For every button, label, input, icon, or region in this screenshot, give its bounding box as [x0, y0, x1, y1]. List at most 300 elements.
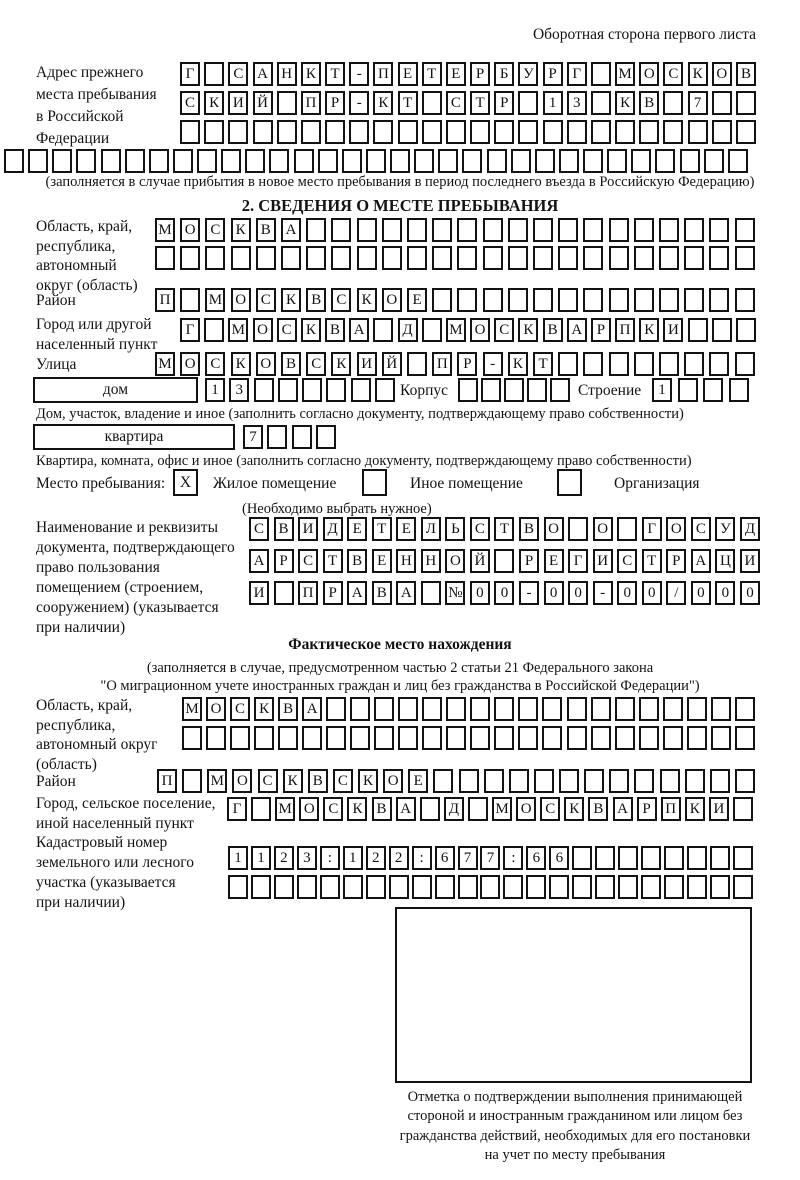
char-cell[interactable] [459, 769, 479, 793]
char-cell[interactable]: С [205, 218, 225, 242]
char-cell[interactable] [374, 697, 394, 721]
char-cell[interactable]: 7 [243, 425, 263, 449]
char-cell[interactable]: О [231, 288, 251, 312]
char-cell[interactable]: К [231, 218, 251, 242]
char-cell[interactable]: Г [180, 318, 200, 342]
char-cell[interactable] [422, 120, 442, 144]
char-cell[interactable]: С [446, 91, 466, 115]
char-cell[interactable]: Р [457, 352, 477, 376]
char-cell[interactable] [373, 120, 393, 144]
char-cell[interactable] [567, 120, 587, 144]
char-cell[interactable] [534, 769, 554, 793]
checkbox-residential[interactable]: X [173, 469, 198, 496]
char-cell[interactable] [204, 62, 224, 86]
char-cell[interactable] [274, 875, 294, 899]
char-cell[interactable]: О [712, 62, 732, 86]
char-cell[interactable]: 0 [642, 581, 662, 605]
char-cell[interactable]: А [253, 62, 273, 86]
char-cell[interactable] [155, 246, 175, 270]
char-cell[interactable] [583, 149, 603, 173]
char-cell[interactable]: В [372, 581, 392, 605]
char-cell[interactable]: Р [494, 91, 514, 115]
char-cell[interactable] [615, 120, 635, 144]
char-cell[interactable] [420, 797, 440, 821]
char-cell[interactable]: № [445, 581, 465, 605]
char-cell[interactable]: О [639, 62, 659, 86]
char-cell[interactable] [228, 120, 248, 144]
char-cell[interactable] [483, 246, 503, 270]
char-cell[interactable] [641, 846, 661, 870]
char-cell[interactable] [306, 218, 326, 242]
char-cell[interactable]: М [155, 218, 175, 242]
char-cell[interactable] [659, 352, 679, 376]
char-cell[interactable]: В [639, 91, 659, 115]
char-cell[interactable] [204, 318, 224, 342]
char-cell[interactable] [618, 846, 638, 870]
char-cell[interactable] [609, 288, 629, 312]
char-cell[interactable] [711, 726, 731, 750]
char-cell[interactable] [325, 120, 345, 144]
char-cell[interactable] [583, 352, 603, 376]
char-cell[interactable]: П [432, 352, 452, 376]
char-cell[interactable] [357, 218, 377, 242]
char-cell[interactable] [306, 246, 326, 270]
char-cell[interactable] [518, 726, 538, 750]
char-cell[interactable]: А [302, 697, 322, 721]
char-cell[interactable]: Г [180, 62, 200, 86]
char-cell[interactable]: Т [422, 62, 442, 86]
char-cell[interactable]: Р [591, 318, 611, 342]
char-cell[interactable]: 1 [228, 846, 248, 870]
char-cell[interactable]: С [277, 318, 297, 342]
char-cell[interactable]: В [274, 517, 294, 541]
char-cell[interactable]: М [275, 797, 295, 821]
char-cell[interactable] [684, 352, 704, 376]
char-cell[interactable] [733, 875, 753, 899]
char-cell[interactable] [709, 218, 729, 242]
char-cell[interactable] [639, 120, 659, 144]
char-cell[interactable]: И [298, 517, 318, 541]
char-cell[interactable]: Е [347, 517, 367, 541]
char-cell[interactable]: 0 [470, 581, 490, 605]
char-cell[interactable] [711, 697, 731, 721]
char-cell[interactable]: П [615, 318, 635, 342]
char-cell[interactable]: Г [642, 517, 662, 541]
char-cell[interactable] [302, 726, 322, 750]
char-cell[interactable]: К [564, 797, 584, 821]
char-cell[interactable] [318, 149, 338, 173]
char-cell[interactable] [709, 246, 729, 270]
char-cell[interactable]: У [715, 517, 735, 541]
char-cell[interactable]: 0 [494, 581, 514, 605]
char-cell[interactable] [470, 726, 490, 750]
char-cell[interactable] [480, 875, 500, 899]
char-cell[interactable] [559, 149, 579, 173]
char-cell[interactable]: Д [323, 517, 343, 541]
char-cell[interactable]: Р [470, 62, 490, 86]
char-cell[interactable]: Р [274, 549, 294, 573]
char-cell[interactable] [414, 149, 434, 173]
char-cell[interactable] [709, 288, 729, 312]
char-cell[interactable] [533, 288, 553, 312]
char-cell[interactable]: И [663, 318, 683, 342]
char-cell[interactable] [591, 697, 611, 721]
char-cell[interactable] [407, 218, 427, 242]
char-cell[interactable] [468, 797, 488, 821]
char-cell[interactable] [331, 246, 351, 270]
char-cell[interactable] [735, 769, 755, 793]
char-cell[interactable]: Е [396, 517, 416, 541]
char-cell[interactable] [558, 352, 578, 376]
char-cell[interactable]: О [593, 517, 613, 541]
char-cell[interactable] [558, 288, 578, 312]
char-cell[interactable]: В [588, 797, 608, 821]
char-cell[interactable] [558, 218, 578, 242]
char-cell[interactable]: П [155, 288, 175, 312]
char-cell[interactable] [542, 726, 562, 750]
char-cell[interactable]: О [299, 797, 319, 821]
char-cell[interactable] [684, 288, 704, 312]
char-cell[interactable] [52, 149, 72, 173]
char-cell[interactable]: К [518, 318, 538, 342]
char-cell[interactable] [736, 91, 756, 115]
char-cell[interactable] [688, 120, 708, 144]
char-cell[interactable] [269, 149, 289, 173]
char-cell[interactable] [663, 697, 683, 721]
char-cell[interactable]: 0 [740, 581, 760, 605]
char-cell[interactable]: Н [277, 62, 297, 86]
char-cell[interactable]: Т [398, 91, 418, 115]
char-cell[interactable] [687, 726, 707, 750]
char-cell[interactable] [735, 352, 755, 376]
char-cell[interactable] [735, 697, 755, 721]
char-cell[interactable] [591, 91, 611, 115]
char-cell[interactable] [591, 62, 611, 86]
char-cell[interactable]: О [382, 288, 402, 312]
char-cell[interactable]: М [228, 318, 248, 342]
char-cell[interactable] [659, 288, 679, 312]
char-cell[interactable]: А [249, 549, 269, 573]
char-cell[interactable] [446, 726, 466, 750]
char-cell[interactable] [253, 120, 273, 144]
char-cell[interactable] [256, 246, 276, 270]
char-cell[interactable]: Е [446, 62, 466, 86]
char-cell[interactable] [438, 149, 458, 173]
char-cell[interactable] [709, 352, 729, 376]
char-cell[interactable] [297, 875, 317, 899]
char-cell[interactable] [481, 378, 501, 402]
char-cell[interactable] [180, 246, 200, 270]
char-cell[interactable]: 6 [435, 846, 455, 870]
char-cell[interactable] [458, 378, 478, 402]
char-cell[interactable]: С [663, 62, 683, 86]
char-cell[interactable] [470, 120, 490, 144]
char-cell[interactable]: Т [325, 62, 345, 86]
char-cell[interactable]: М [155, 352, 175, 376]
char-cell[interactable]: О [666, 517, 686, 541]
char-cell[interactable] [326, 697, 346, 721]
char-cell[interactable]: М [492, 797, 512, 821]
char-cell[interactable] [487, 149, 507, 173]
char-cell[interactable] [558, 246, 578, 270]
char-cell[interactable] [527, 378, 547, 402]
char-cell[interactable]: И [740, 549, 760, 573]
char-cell[interactable]: С [494, 318, 514, 342]
char-cell[interactable]: 6 [549, 846, 569, 870]
char-cell[interactable]: С [256, 288, 276, 312]
char-cell[interactable] [251, 875, 271, 899]
char-cell[interactable] [398, 726, 418, 750]
char-cell[interactable]: К [231, 352, 251, 376]
char-cell[interactable]: И [709, 797, 729, 821]
char-cell[interactable] [398, 120, 418, 144]
char-cell[interactable]: С [470, 517, 490, 541]
char-cell[interactable]: Р [325, 91, 345, 115]
char-cell[interactable]: И [249, 581, 269, 605]
char-cell[interactable] [685, 769, 705, 793]
char-cell[interactable]: С [258, 769, 278, 793]
char-cell[interactable]: Т [494, 517, 514, 541]
char-cell[interactable] [663, 726, 683, 750]
char-cell[interactable]: А [396, 797, 416, 821]
char-cell[interactable]: : [412, 846, 432, 870]
char-cell[interactable]: Т [533, 352, 553, 376]
char-cell[interactable]: О [544, 517, 564, 541]
char-cell[interactable] [343, 875, 363, 899]
char-cell[interactable] [326, 726, 346, 750]
char-cell[interactable] [389, 875, 409, 899]
char-cell[interactable]: С [333, 769, 353, 793]
char-cell[interactable] [292, 425, 312, 449]
char-cell[interactable] [149, 149, 169, 173]
char-cell[interactable] [659, 218, 679, 242]
char-cell[interactable] [301, 120, 321, 144]
char-cell[interactable] [583, 246, 603, 270]
char-cell[interactable] [422, 697, 442, 721]
char-cell[interactable]: 0 [715, 581, 735, 605]
char-cell[interactable] [357, 246, 377, 270]
char-cell[interactable] [278, 378, 298, 402]
char-cell[interactable] [542, 697, 562, 721]
char-cell[interactable]: Т [470, 91, 490, 115]
char-cell[interactable] [591, 726, 611, 750]
char-cell[interactable]: 3 [567, 91, 587, 115]
char-cell[interactable] [736, 120, 756, 144]
char-cell[interactable] [254, 726, 274, 750]
char-cell[interactable]: 7 [480, 846, 500, 870]
char-cell[interactable] [294, 149, 314, 173]
char-cell[interactable]: П [661, 797, 681, 821]
char-cell[interactable] [687, 875, 707, 899]
char-cell[interactable]: О [445, 549, 465, 573]
char-cell[interactable] [494, 120, 514, 144]
char-cell[interactable]: 0 [544, 581, 564, 605]
char-cell[interactable]: Л [421, 517, 441, 541]
char-cell[interactable]: Р [543, 62, 563, 86]
char-cell[interactable]: Т [642, 549, 662, 573]
char-cell[interactable] [180, 288, 200, 312]
char-cell[interactable]: С [306, 352, 326, 376]
char-cell[interactable] [274, 581, 294, 605]
char-cell[interactable] [390, 149, 410, 173]
char-cell[interactable] [660, 769, 680, 793]
char-cell[interactable] [663, 91, 683, 115]
char-cell[interactable]: К [615, 91, 635, 115]
char-cell[interactable]: - [349, 62, 369, 86]
char-cell[interactable]: 0 [617, 581, 637, 605]
char-cell[interactable] [549, 875, 569, 899]
char-cell[interactable]: С [205, 352, 225, 376]
char-cell[interactable]: - [593, 581, 613, 605]
char-cell[interactable] [302, 378, 322, 402]
char-cell[interactable] [733, 846, 753, 870]
char-cell[interactable] [678, 378, 698, 402]
char-cell[interactable]: 1 [251, 846, 271, 870]
char-cell[interactable]: К [331, 352, 351, 376]
char-cell[interactable] [316, 425, 336, 449]
char-cell[interactable]: О [470, 318, 490, 342]
char-cell[interactable] [641, 875, 661, 899]
char-cell[interactable]: С [249, 517, 269, 541]
char-cell[interactable] [407, 246, 427, 270]
char-cell[interactable] [607, 149, 627, 173]
char-cell[interactable] [687, 697, 707, 721]
char-cell[interactable] [733, 797, 753, 821]
char-cell[interactable]: И [228, 91, 248, 115]
char-cell[interactable] [350, 726, 370, 750]
char-cell[interactable] [277, 120, 297, 144]
char-cell[interactable] [206, 726, 226, 750]
char-cell[interactable]: К [508, 352, 528, 376]
checkbox-other-premises[interactable] [362, 469, 387, 496]
char-cell[interactable]: К [688, 62, 708, 86]
char-cell[interactable] [615, 697, 635, 721]
char-cell[interactable]: О [206, 697, 226, 721]
char-cell[interactable]: 3 [229, 378, 249, 402]
char-cell[interactable] [736, 318, 756, 342]
char-cell[interactable]: К [357, 288, 377, 312]
char-cell[interactable] [504, 378, 524, 402]
char-cell[interactable]: О [383, 769, 403, 793]
char-cell[interactable] [710, 769, 730, 793]
char-cell[interactable] [446, 697, 466, 721]
char-cell[interactable]: Д [740, 517, 760, 541]
char-cell[interactable]: В [308, 769, 328, 793]
char-cell[interactable]: А [567, 318, 587, 342]
char-cell[interactable]: Т [323, 549, 343, 573]
char-cell[interactable] [28, 149, 48, 173]
char-cell[interactable] [615, 726, 635, 750]
char-cell[interactable] [432, 246, 452, 270]
char-cell[interactable] [518, 697, 538, 721]
char-cell[interactable] [735, 726, 755, 750]
char-cell[interactable]: Н [396, 549, 416, 573]
char-cell[interactable] [609, 246, 629, 270]
char-cell[interactable] [631, 149, 651, 173]
char-cell[interactable] [125, 149, 145, 173]
char-cell[interactable]: М [182, 697, 202, 721]
char-cell[interactable]: 0 [568, 581, 588, 605]
char-cell[interactable] [230, 726, 250, 750]
char-cell[interactable] [320, 875, 340, 899]
char-cell[interactable]: Г [568, 549, 588, 573]
char-cell[interactable] [484, 769, 504, 793]
char-cell[interactable]: 2 [389, 846, 409, 870]
char-cell[interactable] [609, 352, 629, 376]
char-cell[interactable] [173, 149, 193, 173]
char-cell[interactable] [457, 246, 477, 270]
char-cell[interactable]: О [256, 352, 276, 376]
char-cell[interactable]: С [323, 797, 343, 821]
char-cell[interactable] [375, 378, 395, 402]
char-cell[interactable] [457, 218, 477, 242]
char-cell[interactable] [617, 517, 637, 541]
char-cell[interactable] [251, 797, 271, 821]
char-cell[interactable]: 0 [691, 581, 711, 605]
char-cell[interactable] [712, 318, 732, 342]
char-cell[interactable]: Й [470, 549, 490, 573]
char-cell[interactable] [76, 149, 96, 173]
char-cell[interactable] [533, 218, 553, 242]
char-cell[interactable]: - [519, 581, 539, 605]
char-cell[interactable] [567, 726, 587, 750]
char-cell[interactable]: Г [227, 797, 247, 821]
char-cell[interactable] [710, 875, 730, 899]
char-cell[interactable]: 1 [205, 378, 225, 402]
char-cell[interactable] [366, 149, 386, 173]
char-cell[interactable] [550, 378, 570, 402]
char-cell[interactable] [572, 875, 592, 899]
char-cell[interactable]: В [347, 549, 367, 573]
char-cell[interactable] [735, 218, 755, 242]
char-cell[interactable] [231, 246, 251, 270]
char-cell[interactable] [432, 218, 452, 242]
char-cell[interactable] [422, 318, 442, 342]
char-cell[interactable]: С [180, 91, 200, 115]
char-cell[interactable] [503, 875, 523, 899]
char-cell[interactable]: А [691, 549, 711, 573]
char-cell[interactable]: К [204, 91, 224, 115]
char-cell[interactable] [618, 875, 638, 899]
char-cell[interactable]: 1 [343, 846, 363, 870]
char-cell[interactable] [398, 697, 418, 721]
char-cell[interactable] [703, 378, 723, 402]
char-cell[interactable]: С [691, 517, 711, 541]
char-cell[interactable] [421, 581, 441, 605]
char-cell[interactable] [458, 875, 478, 899]
char-cell[interactable]: И [357, 352, 377, 376]
char-cell[interactable] [584, 769, 604, 793]
char-cell[interactable] [462, 149, 482, 173]
char-cell[interactable] [595, 846, 615, 870]
char-cell[interactable] [433, 769, 453, 793]
char-cell[interactable]: С [617, 549, 637, 573]
char-cell[interactable] [712, 120, 732, 144]
char-cell[interactable]: К [358, 769, 378, 793]
char-cell[interactable]: А [281, 218, 301, 242]
char-cell[interactable]: - [349, 91, 369, 115]
char-cell[interactable]: Е [372, 549, 392, 573]
char-cell[interactable] [278, 726, 298, 750]
char-cell[interactable]: Ь [445, 517, 465, 541]
char-cell[interactable] [568, 517, 588, 541]
char-cell[interactable] [331, 218, 351, 242]
char-cell[interactable] [197, 149, 217, 173]
char-cell[interactable]: К [347, 797, 367, 821]
char-cell[interactable]: М [615, 62, 635, 86]
char-cell[interactable] [735, 288, 755, 312]
char-cell[interactable] [655, 149, 675, 173]
